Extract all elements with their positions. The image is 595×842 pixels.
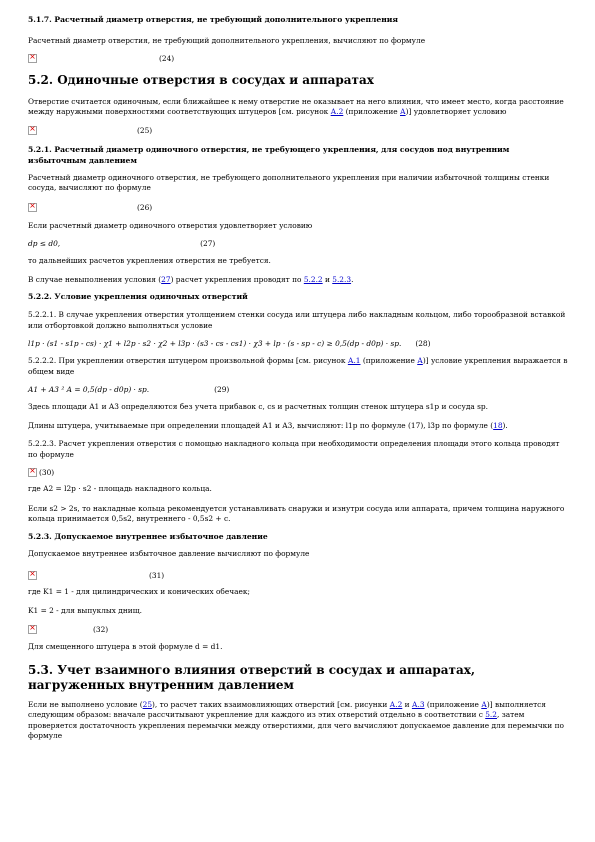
link-appendix-a[interactable]: А [417,356,423,365]
flush-nozzle-note: Для смещенного штуцера в этой формуле d = d1. [28,642,223,651]
section-5-2-text: Отверстие считается одиночным, если ближайшее к нему отверстие не оказывает на него влияния, что имеет место, когда расстояние между наружными поверхностями соответствующих штуцеров [см. рисунок А.2 (приложение А)] удовлетворяет условию [28,96,564,116]
eq-number: (24) [159,54,175,63]
section-5-1-7-text: Расчетный диаметр отверстия, не требующий дополнительного укрепления, вычисляют по формуле [28,36,426,45]
k1-cylindrical: где K1 = 1 - для цилиндрических и конических обечаек; [28,587,251,596]
k1-convex: K1 = 2 - для выпуклых днищ. [28,605,142,615]
section-5-3-text: Если не выполнено условие (25), то расчет таких взаимовлияющих отверстий [см. рисунки А.2 и А.3 (приложение А)] выполняется следующим образом: вначале рассчитывают укрепление для каждого из этих отверстий отдельно в соответствии с 5.2, затем проверяется достаточность укрепления перемычки между отверстиями, для чего вычисляют допускаемое давление для перемычки по формуле [28,699,564,740]
ring-area-note: где A2 = l2p · s2 - площадь накладного кольца. [28,484,212,493]
para-5-2-2-1: 5.2.2.1. В случае укрепления отверстия утолщением стенки сосуда или штуцера либо накладным кольцом, либо торообразной вставкой или отбортовкой должно выполняться условие [28,310,566,330]
link-figure-a2[interactable]: А.2 [330,107,344,116]
formula-27 [28,236,568,250]
formula-31 [28,568,568,582]
formula-29 [28,382,568,396]
formula-25 [28,124,568,138]
formula-24 [28,52,568,66]
para-5-2-2-3: 5.2.2.3. Расчет укрепления отверстия с помощью накладного кольца при необходимости определения площади этого кольца проводят по формуле [28,439,560,459]
eq-number: (25) [137,126,153,135]
areas-note: Здесь площади A1 и A3 определяются без учета прибавок c, cs и расчетных толщин стенок штуцера s1p и сосуда sp. [28,402,488,411]
then-text: то дальнейших расчетов укрепления отверстия не требуется. [28,256,271,265]
broken-image-icon [28,571,37,580]
section-5-3-heading: 5.3. Учет взаимного влияния отверстий в сосудах и аппаратах, нагруженных внутренним давлением [28,662,476,692]
broken-image-icon [28,625,37,634]
else-text: В случае невыполнения условия (27) расчет укрепления проводят по 5.2.2 и 5.2.3. [28,274,354,284]
formula-30 [28,465,568,479]
link-5-2-2[interactable]: 5.2.2 [303,274,323,284]
eq-number: (29) [214,384,230,394]
eq-number: (31) [149,570,165,580]
lengths-note: Длины штуцера, учитываемые при определении площадей A1 и A3, вычисляют: l1p по формуле (17), l3p по формуле (18). [28,420,508,430]
eq-number: (27) [200,238,216,248]
link-figure-a2[interactable]: А.2 [389,699,403,709]
section-5-2-3-text: Допускаемое внутреннее избыточное давление вычисляют по формуле [28,548,310,558]
eq-number: (30) [39,467,55,477]
section-5-2-heading: 5.2. Одиночные отверстия в сосудах и аппаратах [28,72,374,87]
inequality: dp ≤ d0, [28,238,61,248]
broken-image-icon [28,468,37,477]
eq-number: (28) [415,338,431,348]
link-eq-27[interactable]: 27 [161,274,171,284]
link-5-2-3[interactable]: 5.2.3 [332,274,352,284]
link-figure-a1[interactable]: А.1 [347,356,361,365]
link-figure-a3[interactable]: А.3 [411,699,425,709]
link-eq-25[interactable]: 25 [142,699,153,709]
section-5-1-7-heading: 5.1.7. Расчетный диаметр отверстия, не требующий дополнительного укрепления [28,15,399,24]
formula-29-text: A1 + A3 ² A = 0,5(dp - d0p) · sp. [28,384,150,394]
section-5-2-1-text: Расчетный диаметр одиночного отверстия, не требующего дополнительного укрепления при наличии избыточной толщины стенки сосуда, вычисляют по формуле [28,172,550,192]
condition-text: Если расчетный диаметр одиночного отверстия удовлетворяет условию [28,220,313,230]
link-5-2[interactable]: 5.2 [485,710,497,719]
para-5-2-2-2: 5.2.2.2. При укреплении отверстия штуцером произвольной формы [см. рисунок А.1 (приложение А)] условие укрепления выражается в общем виде [28,356,568,376]
broken-image-icon [28,126,37,135]
eq-number: (26) [137,203,153,212]
formula-26 [28,201,568,215]
section-5-2-3-heading: 5.2.3. Допускаемое внутреннее избыточное давление [28,531,268,541]
formula-28 [28,336,568,350]
formula-28-text: l1p · (s1 - s1p - cs) · χ1 + l2p · s2 · χ2 + l3p · (s3 - cs - cs1) · χ3 + lp · (s - sp - c) ≥ 0,5(dp - d0p) · sp. [28,338,402,348]
broken-image-icon [28,54,37,63]
broken-image-icon [28,203,37,212]
section-5-2-2-heading: 5.2.2. Условие укрепления одиночных отверстий [28,292,248,301]
section-5-2-1-heading: 5.2.1. Расчетный диаметр одиночного отверстия, не требующего укрепления, для сосудов под внутренним избыточным давлением [28,144,510,165]
formula-32 [28,622,568,636]
ring-placement-note: Если s2 > 2s, то накладные кольца рекомендуется устанавливать снаружи и изнутри сосуда или аппарата, причем толщина наружного кольца принимается 0,5s2, внутреннего - 0,5s2 + c. [28,503,565,523]
link-eq-18[interactable]: 18 [493,420,503,430]
eq-number: (32) [93,624,109,634]
link-appendix-a[interactable]: А [481,699,487,709]
document-page [28,14,568,742]
link-appendix-a[interactable]: А [400,107,406,116]
